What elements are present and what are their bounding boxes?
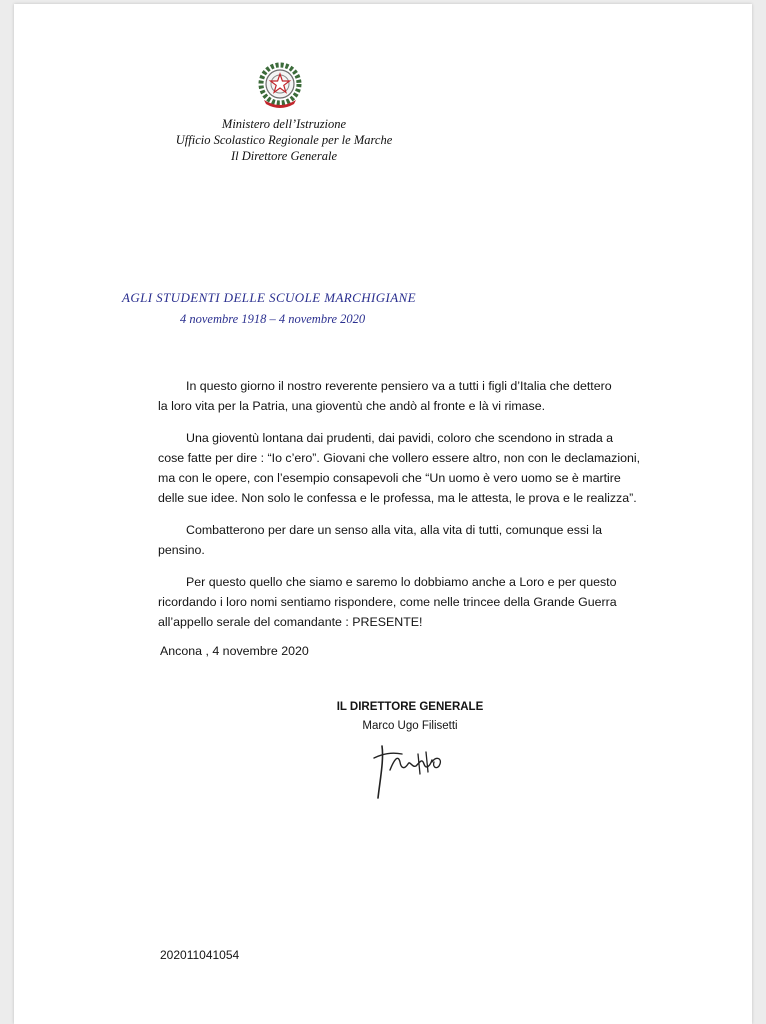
paragraph-line: Combatterono per dare un senso alla vita, alla vita di tutti, comunque essi la — [186, 523, 603, 537]
letter-body — [158, 376, 678, 644]
paragraph-line: cose fatte per dire : “Io c’ero”. Giovani che vollero essere altro, non con le declamazioni, — [158, 451, 641, 465]
addressee-heading: AGLI STUDENTI DELLE SCUOLE MARCHIGIANE — [122, 290, 416, 305]
paragraph-line: ricordando i loro nomi sentiamo rispondere, come nelle trincee della Grande Guerra — [158, 595, 617, 609]
ministry-name: Ministero dell’Istruzione — [221, 117, 347, 131]
signer-title: IL DIRETTORE GENERALE — [336, 701, 484, 713]
paragraph-line: ma con le opere, con l’esempio consapevoli che “Un uomo è vero uomo se è martire — [158, 471, 621, 485]
signature-block — [310, 698, 510, 736]
letter-page — [14, 4, 752, 1024]
paragraph-line: la loro vita per la Patria, una gioventù che andò al fronte e là vi rimase. — [158, 399, 546, 413]
paragraph-line: Una gioventù lontana dai prudenti, dai pavidi, coloro che scendono in strada a — [186, 431, 614, 445]
protocol-number: 202011041054 — [160, 948, 240, 962]
paragraph-line: Per questo quello che siamo e saremo lo dobbiamo anche a Loro e per questo — [186, 575, 617, 589]
place-and-date: Ancona , 4 novembre 2020 — [160, 644, 309, 658]
letterhead — [164, 116, 404, 164]
italian-republic-emblem-icon — [254, 60, 306, 112]
paragraph-line: pensino. — [158, 543, 205, 557]
paragraph-line: In questo giorno il nostro reverente pensiero va a tutti i figli d’Italia che dettero — [186, 379, 612, 393]
paragraph-2 — [158, 428, 678, 508]
paragraph-3 — [158, 520, 678, 560]
paragraph-line: all’appello serale del comandante : PRESENTE! — [158, 615, 423, 629]
paragraph-line: delle sue idee. Non solo le confessa e le professa, ma le attesta, le prova e le realizza”. — [158, 491, 637, 505]
paragraph-4 — [158, 572, 678, 632]
paragraph-1 — [158, 376, 678, 416]
office-name: Ufficio Scolastico Regionale per le Marche — [175, 133, 393, 147]
commemoration-dates: 4 novembre 1918 – 4 novembre 2020 — [180, 312, 366, 326]
signer-name: Marco Ugo Filisetti — [362, 720, 458, 732]
handwritten-signature-icon — [368, 740, 458, 804]
director-role: Il Direttore Generale — [231, 149, 337, 163]
